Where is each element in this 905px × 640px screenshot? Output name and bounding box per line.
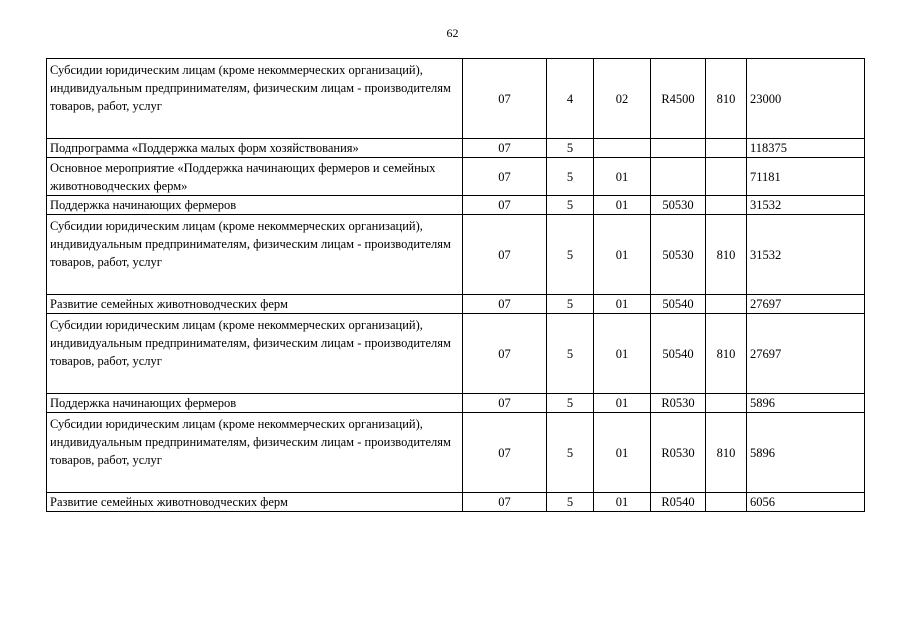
- row-subprogram: 5: [547, 196, 594, 215]
- row-section: 07: [463, 493, 547, 512]
- row-direction: R4500: [651, 59, 706, 139]
- row-section: 07: [463, 215, 547, 295]
- table-row: [47, 215, 865, 295]
- row-sum: 71181: [747, 158, 865, 196]
- row-direction: R0540: [651, 493, 706, 512]
- row-direction: [651, 139, 706, 158]
- row-name: Развитие семейных животноводческих ферм: [47, 295, 463, 314]
- row-direction: 50540: [651, 295, 706, 314]
- row-direction: 50530: [651, 196, 706, 215]
- row-sum: 31532: [747, 215, 865, 295]
- row-name: Подпрограмма «Поддержка малых форм хозяйствования»: [47, 139, 463, 158]
- table-row: [47, 413, 865, 493]
- row-name: Поддержка начинающих фермеров: [47, 196, 463, 215]
- row-name: Субсидии юридическим лицам (кроме некоммерческих организаций), индивидуальным предпринимателям, физическим лицам - производителям товаров, работ, услуг: [47, 413, 463, 493]
- row-sum: 6056: [747, 493, 865, 512]
- row-sum: 5896: [747, 413, 865, 493]
- row-expense-type: 810: [706, 314, 747, 394]
- row-subprogram: 5: [547, 158, 594, 196]
- row-direction: R0530: [651, 413, 706, 493]
- row-expense-type: [706, 394, 747, 413]
- row-direction: 50540: [651, 314, 706, 394]
- row-expense-type: [706, 196, 747, 215]
- row-name: Основное мероприятие «Поддержка начинающих фермеров и семейных животноводческих ферм»: [47, 158, 463, 196]
- row-subprogram: 4: [547, 59, 594, 139]
- row-expense-type: 810: [706, 59, 747, 139]
- row-subprogram: 5: [547, 394, 594, 413]
- row-direction: 50530: [651, 215, 706, 295]
- row-section: 07: [463, 139, 547, 158]
- row-subprogram: 5: [547, 215, 594, 295]
- row-expense-type: 810: [706, 413, 747, 493]
- row-sum: 23000: [747, 59, 865, 139]
- row-sum: 118375: [747, 139, 865, 158]
- row-activity: 02: [594, 59, 651, 139]
- row-name: Субсидии юридическим лицам (кроме некоммерческих организаций), индивидуальным предпринимателям, физическим лицам - производителям товаров, работ, услуг: [47, 59, 463, 139]
- budget-table: [46, 58, 865, 512]
- row-activity: 01: [594, 295, 651, 314]
- row-name: Субсидии юридическим лицам (кроме некоммерческих организаций), индивидуальным предпринимателям, физическим лицам - производителям товаров, работ, услуг: [47, 215, 463, 295]
- page-number: 62: [446, 26, 459, 40]
- row-sum: 31532: [747, 196, 865, 215]
- row-section: 07: [463, 314, 547, 394]
- row-name: Поддержка начинающих фермеров: [47, 394, 463, 413]
- table-row: [47, 295, 865, 314]
- row-expense-type: [706, 158, 747, 196]
- row-name: Субсидии юридическим лицам (кроме некоммерческих организаций), индивидуальным предпринимателям, физическим лицам - производителям товаров, работ, услуг: [47, 314, 463, 394]
- row-direction: [651, 158, 706, 196]
- table-row: [47, 139, 865, 158]
- row-activity: 01: [594, 196, 651, 215]
- row-subprogram: 5: [547, 139, 594, 158]
- table-row: [47, 493, 865, 512]
- row-activity: 01: [594, 493, 651, 512]
- row-section: 07: [463, 295, 547, 314]
- row-subprogram: 5: [547, 314, 594, 394]
- row-expense-type: [706, 139, 747, 158]
- row-section: 07: [463, 59, 547, 139]
- row-sum: 27697: [747, 295, 865, 314]
- row-expense-type: 810: [706, 215, 747, 295]
- row-expense-type: [706, 493, 747, 512]
- row-activity: 01: [594, 314, 651, 394]
- row-expense-type: [706, 295, 747, 314]
- row-sum: 27697: [747, 314, 865, 394]
- row-section: 07: [463, 394, 547, 413]
- row-subprogram: 5: [547, 493, 594, 512]
- row-section: 07: [463, 196, 547, 215]
- row-section: 07: [463, 158, 547, 196]
- row-name: Развитие семейных животноводческих ферм: [47, 493, 463, 512]
- row-activity: 01: [594, 158, 651, 196]
- table-row: [47, 59, 865, 139]
- row-activity: [594, 139, 651, 158]
- table-row: [47, 196, 865, 215]
- row-subprogram: 5: [547, 413, 594, 493]
- row-sum: 5896: [747, 394, 865, 413]
- row-subprogram: 5: [547, 295, 594, 314]
- table-row: [47, 394, 865, 413]
- row-direction: R0530: [651, 394, 706, 413]
- row-activity: 01: [594, 215, 651, 295]
- row-activity: 01: [594, 394, 651, 413]
- row-activity: 01: [594, 413, 651, 493]
- row-section: 07: [463, 413, 547, 493]
- table-row: [47, 158, 865, 196]
- table-row: [47, 314, 865, 394]
